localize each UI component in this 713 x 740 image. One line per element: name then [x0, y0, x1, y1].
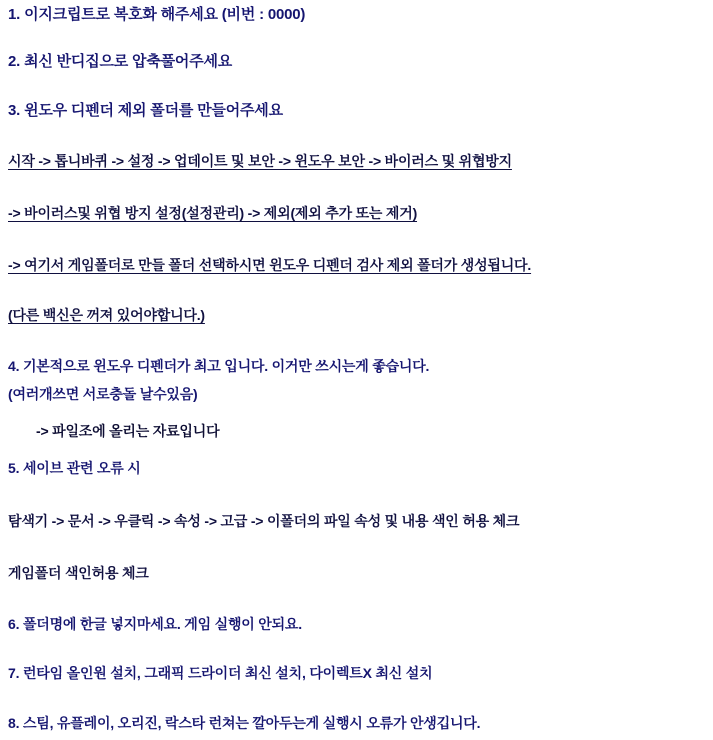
conflict-note: (여러개쓰면 서로충돌 날수있음) [8, 386, 198, 402]
instruction-line-6: 6. 폴더명에 한글 넣지마세요. 게임 실행이 안되요. [8, 616, 302, 632]
filejo-note: -> 파일조에 올리는 자료입니다 [36, 423, 220, 439]
instruction-line-5: 5. 세이브 관련 오류 시 [8, 460, 141, 476]
instruction-line-3: 3. 윈도우 디펜더 제외 폴더를 만들어주세요 [8, 102, 283, 119]
antivirus-note: (다른 백신은 꺼져 있어야합니다.) [8, 307, 205, 323]
defender-path-line-1: 시작 -> 톱니바퀴 -> 설정 -> 업데이트 및 보안 -> 윈도우 보안 -> 바이러스 및 위협방지 [8, 153, 512, 169]
game-folder-index-note: 게임폴더 색인허용 체크 [8, 565, 149, 581]
instruction-line-2: 2. 최신 반디집으로 압축풀어주세요 [8, 53, 233, 70]
instruction-line-4: 4. 기본적으로 윈도우 디펜더가 최고 입니다. 이거만 쓰시는게 좋습니다. [8, 358, 430, 374]
indexing-path-line: 탐색기 -> 문서 -> 우클릭 -> 속성 -> 고급 -> 이폴더의 파일 속성 및 내용 색인 허용 체크 [8, 513, 520, 529]
defender-path-line-3: -> 여기서 게임폴더로 만들 폴더 선택하시면 윈도우 디펜더 검사 제외 폴더가 생성됩니다. [8, 257, 532, 273]
instruction-line-1: 1. 이지크립트로 복호화 해주세요 (비번 : 0000) [8, 6, 306, 23]
instruction-line-7: 7. 런타임 올인원 설치, 그래픽 드라이더 최신 설치, 다이렉트X 최신 설치 [8, 665, 433, 681]
defender-path-line-2: -> 바이러스및 위협 방지 설정(설정관리) -> 제외(제외 추가 또는 제거) [8, 205, 418, 221]
instruction-line-8: 8. 스팀, 유플레이, 오리진, 락스타 런쳐는 깔아두는게 실행시 오류가 안생깁니다. [8, 715, 481, 731]
